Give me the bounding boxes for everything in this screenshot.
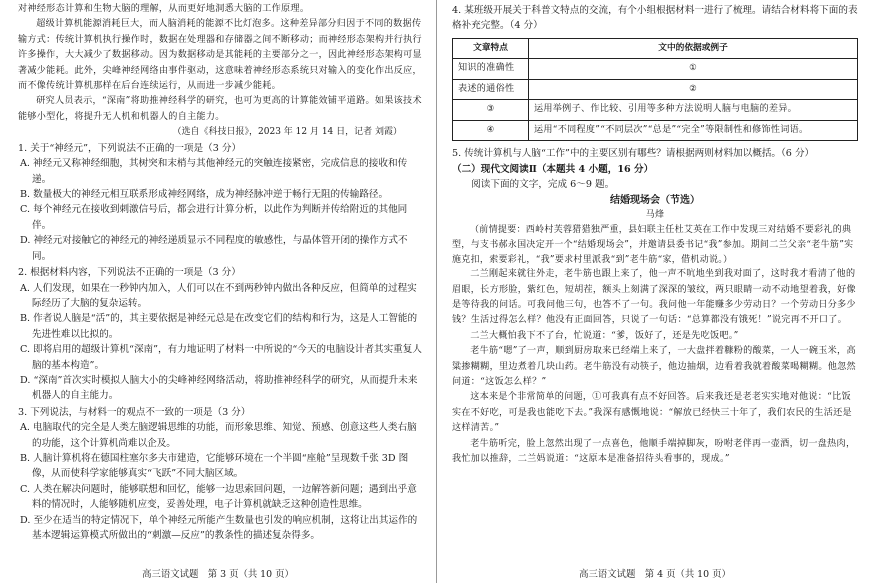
question-1-option-a: A. 神经元又称神经细胞，其树突和末梢与其他神经元的突触连接紧密，完成信息的接收和传递。 (20, 158, 408, 185)
table-cell: ① (529, 59, 858, 80)
question-1 (18, 141, 422, 264)
question-4 (452, 3, 858, 141)
question-3-option-c: C. 人类在解决问题时，能够联想和回忆，能够一边思索回问题，一边解答新问题；遇到出乎意料的情况时，人能够随机应变，妥善处理，电子计算机就缺乏这种创造性思维。 (20, 483, 417, 511)
question-3-option-b: B. 人脑计算机将在德国柱塞尔多夫市建造，它能够环境在一个半圆“座舱”呈现数千张 3D 图像，从而使科学家能够真实“飞跃”不同大脑区域。 (20, 452, 409, 480)
reading-instruction: 阅读下面的文字，完成 6～9 题。 (471, 179, 615, 191)
table-header: 文中的依据或例子 (529, 38, 858, 59)
para-1: 对神经形态计算和生物大脑的理解，从而更好地洞悉大脑的工作原理。 (18, 4, 310, 14)
story-para: 二兰刚起来就往外走，老牛筋也跟上来了，他一声不吭地坐到我对面了，这时我才看清了他的眉眼，长方形脸，紫红色，短胡茬，额头上刻满了深深的皱纹，两只眼睛一动不动地望着我，好像是等待我的问话。可我问他三句，也答不了一句。我问他一年能赚多少劳动日？一个劳动日分多少钱？生活过得怎么样？他没有正面回答，只说了一句话：“总算都没有饿死！”说完再不开口了。 (452, 269, 856, 326)
table-row (453, 120, 858, 141)
question-5: 5. 传统计算机与人脑“工作”中的主要区别有哪些？请根据两则材料加以概括。（6 分） (452, 148, 815, 160)
section-heading: （二）现代文阅读Ⅱ（本题共 4 小题，16 分） (452, 163, 654, 175)
question-2-option-c: C. 即将启用的超级计算机“深南”，有力地证明了材料一中所说的“今天的电脑设计者其实重复人脑的基本构造”。 (20, 344, 422, 371)
question-3-option-a: A. 电脑取代的完全是人类左脑逻辑思维的功能，而形象思维、知觉、预感、创意这些人类右脑的功能，这个计算机尚难以企及。 (20, 422, 417, 449)
table-cell: ② (529, 79, 858, 100)
page-footer-right: 高三语文试题 第 4 页（共 10 页） (579, 568, 731, 580)
table-header-row (453, 38, 858, 59)
table-header: 文章特点 (453, 38, 529, 59)
table-cell: 运用“不同程度”“不同层次”“总是”“完全”等限制性和修饰性词语。 (529, 120, 858, 141)
question-3-option-d: D. 至少在适当的特定情况下，单个神经元所能产生数量也引发的响应机制，这将让出其运作的基本逻辑运算模式所做出的“刺激—反应”的教条性的描述复杂得多。 (20, 514, 418, 541)
page-footer-left: 高三语文试题 第 3 页（共 10 页） (142, 568, 294, 580)
table-cell: 表述的通俗性 (453, 79, 529, 100)
table-cell: ④ (453, 120, 529, 141)
question-2-option-a: A. 人们发现，如果在一秒钟内加入，人们可以在不到两秒钟内做出各种反应，但简单的过程实际经历了大脑的复杂运转。 (20, 282, 417, 309)
table-cell: 运用举例子、作比较、引用等多种方法说明人脑与电脑的差异。 (529, 100, 858, 121)
question-2-option-b: B. 作者说人脑是“活”的，其主要依据是神经元总是在改变它们的结构和行为，这是人工智能的先进性难以比拟的。 (20, 313, 418, 340)
para-2: 超级计算机能源消耗巨大，而人脑消耗的能源不比灯泡多。这种差异部分归因于不同的数据传输方式：传统计算机执行操作时，数据在处理器和存储器之间不断移动；而神经形态架构并行执行许多操作，大大减少了数据移动。因为数据移动是其能耗的主要部分之一，因此神经形态架构可显著减少能耗。此外，尖峰神经网络由事件驱动，这意味着神经形态系统只对输入的变化作出反应，而不像传统计算机那样在后台连续运行，从而进一步减少能耗。 (18, 19, 422, 92)
question-2-stem: 2. 根据材料内容，下列说法不正确的一项是（3 分） (18, 267, 241, 279)
features-table (452, 38, 858, 142)
question-1-option-b: B. 数量极大的神经元相互联系形成神经网络，成为神经脉冲逆于畅行无阻的传输路径。 (20, 189, 389, 201)
question-2-option-d: D. “深南”首次实时模拟人脑大小的尖峰神经网络活动，将助推神经科学的研究，从而提升未来机器人的自主能力。 (20, 374, 418, 402)
story-para: （前情提要：西岭村芙蓉猎猎独严重，县妇联主任杜艾英在工作中发现三对结婚不要彩礼的典型，与支书郝永国决定开一个“结婚现场会”，并邀请县委书记“我”参加。期间二兰父亲“老牛筋”实施克扣，索要彩礼，“我”要求村里派我“到”老牛筋“家，借机动说。） (452, 225, 854, 265)
page-divider (436, 0, 437, 583)
para-3: 研究人员表示，“深南”将助推神经科学的研究，也可为更高的计算能效铺平道路。如果该技术能够小型化，将提升无人机和机器人的自主能力。 (18, 96, 422, 122)
story-para: 老牛筋听完，脸上忽然出现了一点喜色，他顺手端掉脚灰，吩咐老伴再一壶酒，切一盘热肉，我忙加以推辞，二兰妈说道：“这原本是准备招待头看事的，现成。” (452, 438, 856, 464)
right-page (440, 0, 870, 583)
story-para: 二兰大概怕我下不了台，忙说道：“爹，饭好了，还是先吃饭吧。” (470, 330, 739, 341)
question-3 (18, 405, 422, 544)
question-1-option-c: C. 每个神经元在接收到刺激信号后，都会进行计算分析，以此作为判断并传给附近的其他同伴。 (20, 204, 408, 231)
table-cell: ③ (453, 100, 529, 121)
story-author: 马烽 (645, 209, 665, 220)
story-para: 这本来是个非常简单的问题，①可我真有点不好回答。后来我还是老老实实地对他说：“比饭实在不好吃，可是我也能吃下去。”我深有感慨地说：“解放已经快三十年了，我们农民的生活还是这样清苦。” (452, 392, 852, 434)
question-1-option-d: D. 神经元对接触它的神经元的神经递质显示不同程度的敏感性，与晶体管开闭的操作方式不同。 (20, 235, 408, 262)
question-4-stem: 4. 某班级开展关于科普文特点的交流，有个小组根据材料一进行了梳理。请结合材料将下面的表格补充完整。（4 分） (452, 5, 858, 32)
table-cell: 知识的准确性 (453, 59, 529, 80)
source-note: （选自《科技日报》，2023 年 12 月 14 日，记者 刘霞） (172, 127, 402, 138)
table-row (453, 100, 858, 121)
table-row (453, 79, 858, 100)
question-2 (18, 265, 422, 404)
story-para: 老牛筋“嗯”了一声，顺到厨房取来已经端上来了，一大盘拌着糠粉的酸菜，一人一碗玉米，高粱掺糊糊，里边煮着几块山药。老牛筋没有动筷子，他边抽烟，边看着我就着酸菜喝糊糊。他忽然问道：“这饭怎么样？” (452, 346, 856, 387)
question-3-stem: 3. 下列说法，与材料一的观点不一致的一项是（3 分） (18, 406, 251, 418)
question-1-stem: 1. 关于“神经元”，下列说法不正确的一项是（3 分） (18, 142, 242, 154)
story-title: 结婚现场会（节选） (610, 194, 700, 206)
table-row (453, 59, 858, 80)
